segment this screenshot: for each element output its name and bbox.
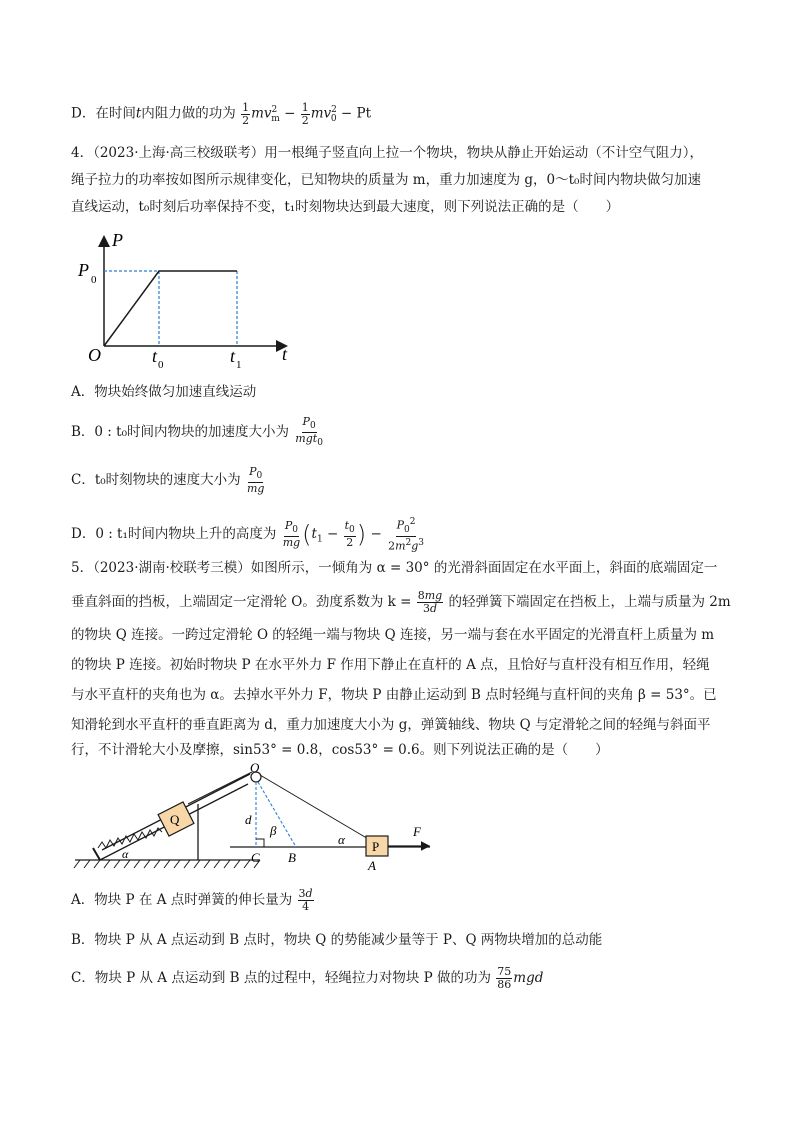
q4-stem-line-1 bbox=[71, 143, 703, 163]
t1-label: t bbox=[230, 346, 236, 366]
t1-sub: 1 bbox=[236, 359, 242, 370]
q4-option-c bbox=[71, 466, 266, 495]
q5-stem-line-2 bbox=[71, 590, 731, 615]
q4-option-d-prefix: D．0 : t₁时间内物块上升的高度为 bbox=[71, 525, 277, 542]
fraction-half-2: $\frac{1}{2}$ bbox=[301, 100, 309, 127]
pulley-to-b-line bbox=[258, 782, 296, 847]
q4-text-1: 用一根绳子竖直向上拉一个物块，物块从静止开始运动（不计空气阻力）， bbox=[264, 145, 704, 161]
fraction-75-over-86: $\frac{75}{86}$ bbox=[497, 965, 512, 991]
d-label: d bbox=[245, 812, 252, 827]
q5-stem-line-7: 行，不计滑轮大小及摩擦，sin53° = 0.8，cos53° = 0.6。则下列说法正确的是（ ） bbox=[71, 742, 609, 758]
fraction-p0sq-over-2m2g3: $\frac{P_0^2}{2m^2g^3}$ bbox=[388, 517, 425, 553]
q5-source: （2023·湖南·校联考三模） bbox=[93, 560, 251, 576]
q4-source: （2023·上海·高三校级联考） bbox=[93, 145, 265, 161]
point-a-label: A bbox=[368, 858, 376, 873]
fraction-t0-over-2: $\frac{t_0}{2}$ bbox=[344, 518, 355, 549]
q5-option-a-prefix: A．物块 P 在 A 点时弹簧的伸长量为 bbox=[71, 892, 293, 908]
power-curve bbox=[104, 271, 237, 346]
q4-option-b bbox=[71, 416, 325, 449]
q4-option-b-prefix: B．0 : t₀时间内物块的加速度大小为 bbox=[71, 424, 289, 441]
block-q-label: Q bbox=[170, 812, 180, 827]
q3-option-d-t: t bbox=[135, 105, 142, 122]
point-c-label: C bbox=[251, 850, 260, 865]
q5-text-2a: 垂直斜面的挡板，上端固定一定滑轮 O。劲度系数为 k = bbox=[71, 594, 412, 610]
p0-label: P bbox=[78, 260, 89, 280]
pulley-incline-figure bbox=[70, 762, 440, 874]
q5-text-1: 如图所示，一倾角为 α = 30° 的光滑斜面固定在水平面上，斜面的底端固定一 bbox=[250, 560, 718, 576]
t0-sub: 0 bbox=[158, 359, 164, 370]
pulley-label: O bbox=[250, 762, 260, 775]
q4-stem-line-3: 直线运动，t₀时刻后功率保持不变，t₁时刻物块达到最大速度，则下列说法正确的是（ ） bbox=[71, 199, 620, 215]
beta-label: β bbox=[270, 823, 277, 838]
fraction-p0-over-mgt0: $\frac{P_0}{mgt_0}$ bbox=[295, 415, 323, 449]
block-p-label: P bbox=[372, 839, 380, 854]
x-axis-label: t bbox=[282, 344, 288, 364]
q5-stem-line-5: 与水平直杆的夹角也为 α。去掉水平外力 F，物块 P 由静止运动到 B 点时轻绳与直杆间的夹角 β = 53°。已 bbox=[71, 687, 717, 703]
alpha-incline-label: α bbox=[122, 847, 129, 861]
q5-stem-line-3: 的物块 Q 连接。一跨过定滑轮 O 的轻绳一端与物块 Q 连接，另一端与套在水平固定的光滑直杆上质量为 m bbox=[71, 627, 715, 643]
q4-number: 4． bbox=[71, 145, 94, 161]
q4-stem-line-2: 绳子拉力的功率按如图所示规律变化，已知物块的质量为 m，重力加速度为 g，0～t₀时间内物块做匀加速 bbox=[71, 172, 701, 188]
q4-option-a: A．物块始终做匀加速直线运动 bbox=[71, 384, 257, 400]
fraction-p0-over-mg: $\frac{P_0}{mg}$ bbox=[246, 465, 265, 496]
q5-number: 5． bbox=[71, 560, 94, 576]
q3-option-d-mid: 内阻力做的功为 bbox=[141, 105, 236, 122]
q4-option-d: D．0 : t₁时间内物块上升的高度为 $\frac{P_0}{mg}$ ($t_1$ − $\frac{t_0}{2}$ ) − $\frac{P_0^2}{2m^2g^3}$ bbox=[71, 517, 425, 553]
q5-option-c-prefix: C．物块 P 从 A 点运动到 B 点的过程中，轻绳拉力对物块 P 做的功为 bbox=[71, 970, 491, 986]
force-label: F bbox=[413, 824, 421, 839]
q4-option-c-prefix: C．t₀时刻物块的速度大小为 bbox=[71, 472, 241, 489]
q5-stem-line-4: 的物块 P 连接。初始时物块 P 在水平外力 F 作用下静止在直杆的 A 点，且恰好与直杆没有相互作用，轻绳 bbox=[71, 657, 710, 673]
origin-label: O bbox=[88, 345, 101, 365]
q5-option-c: C．物块 P 从 A 点运动到 B 点的过程中，轻绳拉力对物块 P 做的功为 $\frac{75}{86}$ mgd bbox=[71, 965, 544, 991]
q3-option-d-tail: − Pt bbox=[340, 105, 372, 122]
q3-option-d: D．在时间t内阻力做的功为 $\frac{1}{2}$ $mv^2_m$ − $\frac{1}{2}$ $mv^2_0 - Pt$ bbox=[71, 100, 372, 127]
fraction-p0-over-mg-2: $\frac{P_0}{mg}$ bbox=[282, 518, 301, 549]
rope-pulley-p bbox=[260, 775, 370, 840]
q5-stem-line-6: 知滑轮到水平直杆的垂直距离为 d，重力加速度大小为 g，弹簧轴线、物块 Q 与定滑轮之间的轻绳与斜面平 bbox=[71, 717, 711, 733]
point-b-label: B bbox=[288, 850, 296, 865]
t0-label: t bbox=[152, 346, 158, 366]
fraction-half-1: $\frac{1}{2}$ bbox=[242, 100, 250, 127]
q5-stem-line-1 bbox=[71, 558, 717, 578]
barrier bbox=[93, 848, 100, 860]
right-angle-mark bbox=[256, 839, 264, 847]
rope-q-pulley bbox=[188, 772, 252, 804]
q5-text-2b: 的轻弹簧下端固定在挡板上，上端与质量为 2m bbox=[448, 594, 731, 610]
q3-option-d-prefix: D．在时间 bbox=[71, 105, 136, 122]
fraction-8mg-over-3d: $\frac{8mg}{3d}$ bbox=[417, 589, 443, 615]
ground-hatching bbox=[74, 860, 260, 868]
power-time-graph bbox=[70, 228, 300, 370]
alpha-rope-label: α bbox=[338, 832, 345, 847]
p0-sub: 0 bbox=[91, 274, 97, 286]
q5-option-b: B．物块 P 从 A 点运动到 B 点时，物块 Q 的势能减少量等于 P、Q 两物块增加的总动能 bbox=[71, 932, 603, 948]
q5-option-a bbox=[71, 888, 315, 913]
y-axis-label: P bbox=[112, 230, 123, 250]
fraction-3d-over-4: $\frac{3d}{4}$ bbox=[298, 887, 313, 913]
